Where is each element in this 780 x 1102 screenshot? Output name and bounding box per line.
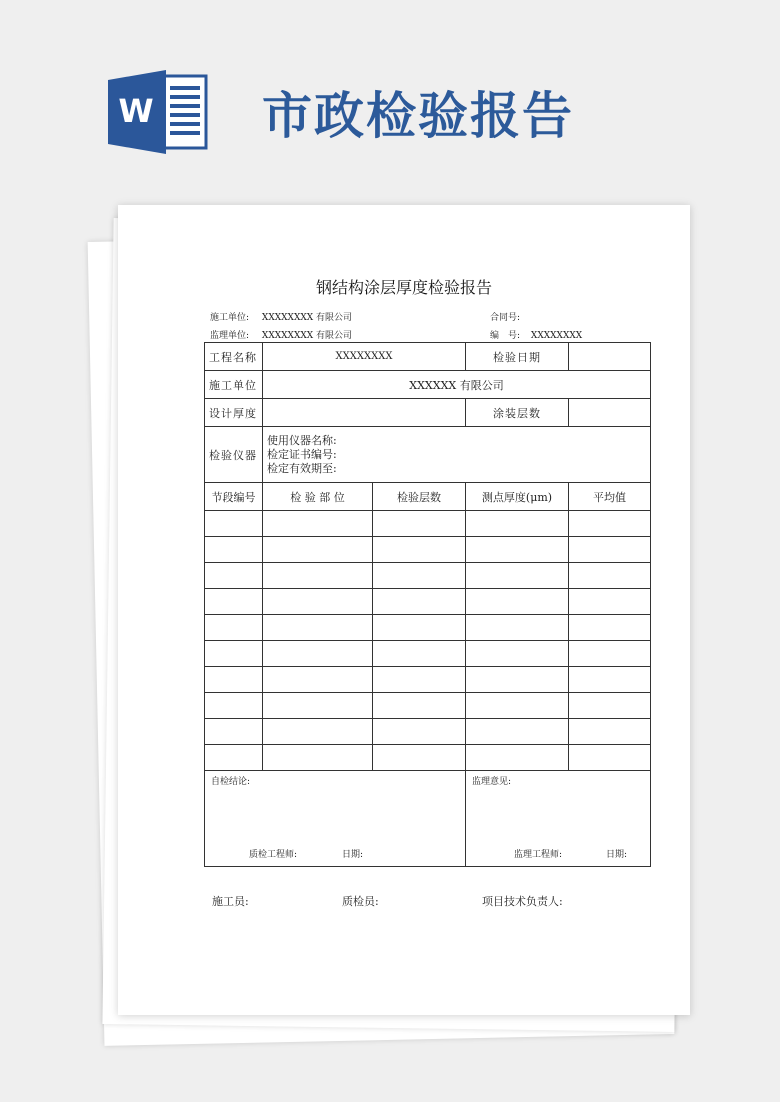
supervision-label: 监理意见:: [472, 777, 512, 787]
table-cell: [466, 745, 569, 771]
col-header-average: 平均值: [569, 483, 651, 511]
meta-supervisor-label: 监理单位:: [210, 331, 250, 341]
table-cell: [205, 693, 263, 719]
table-cell: [205, 745, 263, 771]
table-cell: [263, 641, 373, 667]
table-cell: [466, 693, 569, 719]
table-cell: [205, 667, 263, 693]
coating-layers-label: 涂装层数: [466, 399, 569, 427]
table-cell: [263, 745, 373, 771]
table-cell: [466, 511, 569, 537]
contractor-label: 施工单位: [205, 371, 263, 399]
page-title: 市政检验报告: [262, 87, 574, 145]
word-logo-letter: W: [118, 92, 154, 130]
table-cell: [205, 563, 263, 589]
report-sheet: [118, 205, 690, 1015]
table-cell: [373, 511, 466, 537]
table-cell: [205, 641, 263, 667]
table-cell: [569, 563, 651, 589]
row-design-thickness: [205, 399, 651, 427]
qa-date-label: 日期:: [342, 850, 364, 860]
table-cell: [466, 537, 569, 563]
table-cell: [569, 693, 651, 719]
meta-supervisor-value: XXXXXXXX 有限公司: [261, 331, 353, 341]
instrument-label: 检验仪器: [205, 427, 263, 483]
coating-layers-value: [569, 399, 651, 427]
contractor-value: XXXXXX 有限公司: [263, 371, 651, 399]
supervision-section: [466, 771, 651, 867]
col-header-thickness: 测点厚度(μm): [466, 483, 569, 511]
table-row: [205, 667, 651, 693]
meta-number-label: 编 号:: [490, 331, 521, 341]
table-cell: [263, 589, 373, 615]
table-cell: [263, 511, 373, 537]
instrument-cert-line: 检定证书编号:: [267, 447, 337, 461]
table-row: [205, 745, 651, 771]
table-cell: [205, 511, 263, 537]
instrument-details: [263, 427, 651, 483]
table-row: [205, 693, 651, 719]
tech-lead-label: 项目技术负责人:: [482, 895, 563, 908]
table-cell: [205, 719, 263, 745]
table-cell: [373, 667, 466, 693]
inspection-form-table: [204, 342, 651, 867]
table-row: [205, 563, 651, 589]
table-cell: [373, 693, 466, 719]
table-cell: [466, 615, 569, 641]
table-cell: [373, 589, 466, 615]
qa-engineer-label: 质检工程师:: [249, 850, 298, 860]
table-cell: [466, 563, 569, 589]
table-row: [205, 615, 651, 641]
inspector-label: 质检员:: [342, 895, 379, 908]
table-row: [205, 719, 651, 745]
self-check-section: [205, 771, 466, 867]
document-title: 钢结构涂层厚度检验报告: [315, 278, 492, 297]
meta-contract-no-label: 合同号:: [490, 313, 521, 323]
table-cell: [263, 537, 373, 563]
meta-contractor-label: 施工单位:: [210, 313, 250, 323]
table-cell: [263, 693, 373, 719]
signoff-row: [205, 771, 651, 867]
supervision-date-label: 日期:: [606, 850, 628, 860]
col-header-layers: 检验层数: [373, 483, 466, 511]
table-cell: [263, 667, 373, 693]
table-cell: [373, 537, 466, 563]
page-header: [0, 0, 780, 200]
table-cell: [569, 641, 651, 667]
table-cell: [569, 589, 651, 615]
col-header-location: 检 验 部 位: [263, 483, 373, 511]
meta-number: [490, 328, 582, 341]
table-cell: [263, 563, 373, 589]
table-cell: [373, 641, 466, 667]
builder-label: 施工员:: [212, 895, 249, 908]
table-cell: [373, 615, 466, 641]
table-cell: [466, 719, 569, 745]
data-rows: [205, 511, 651, 771]
row-contractor: [205, 371, 651, 399]
table-cell: [373, 563, 466, 589]
table-cell: [466, 667, 569, 693]
self-check-label: 自检结论:: [211, 777, 251, 787]
table-cell: [373, 745, 466, 771]
table-cell: [263, 719, 373, 745]
table-row: [205, 641, 651, 667]
supervising-engineer-label: 监理工程师:: [514, 850, 563, 860]
table-cell: [373, 719, 466, 745]
meta-contract-no: [490, 310, 520, 323]
inspection-date-value: [569, 343, 651, 371]
table-cell: [569, 511, 651, 537]
table-cell: [466, 589, 569, 615]
table-cell: [569, 615, 651, 641]
row-instrument: [205, 427, 651, 483]
column-header-row: [205, 483, 651, 511]
design-thickness-label: 设计厚度: [205, 399, 263, 427]
table-cell: [569, 719, 651, 745]
table-cell: [205, 615, 263, 641]
inspection-date-label: 检验日期: [466, 343, 569, 371]
design-thickness-value: [263, 399, 466, 427]
table-cell: [569, 537, 651, 563]
col-header-segment-no: 节段编号: [205, 483, 263, 511]
meta-number-value: XXXXXXXX: [530, 331, 583, 341]
instrument-validity-line: 检定有效期至:: [267, 461, 337, 475]
row-project-name: [205, 343, 651, 371]
table-cell: [263, 615, 373, 641]
meta-contractor: [210, 310, 352, 323]
instrument-name-line: 使用仪器名称:: [267, 433, 337, 447]
word-icon: [108, 70, 208, 154]
table-cell: [205, 537, 263, 563]
project-name-label: 工程名称: [205, 343, 263, 371]
table-row: [205, 589, 651, 615]
table-row: [205, 511, 651, 537]
table-cell: [569, 667, 651, 693]
table-row: [205, 537, 651, 563]
table-cell: [569, 745, 651, 771]
meta-supervisor: [210, 328, 352, 341]
project-name-value: XXXXXXXX: [263, 343, 466, 371]
table-cell: [205, 589, 263, 615]
table-cell: [466, 641, 569, 667]
meta-contractor-value: XXXXXXXX 有限公司: [261, 313, 353, 323]
